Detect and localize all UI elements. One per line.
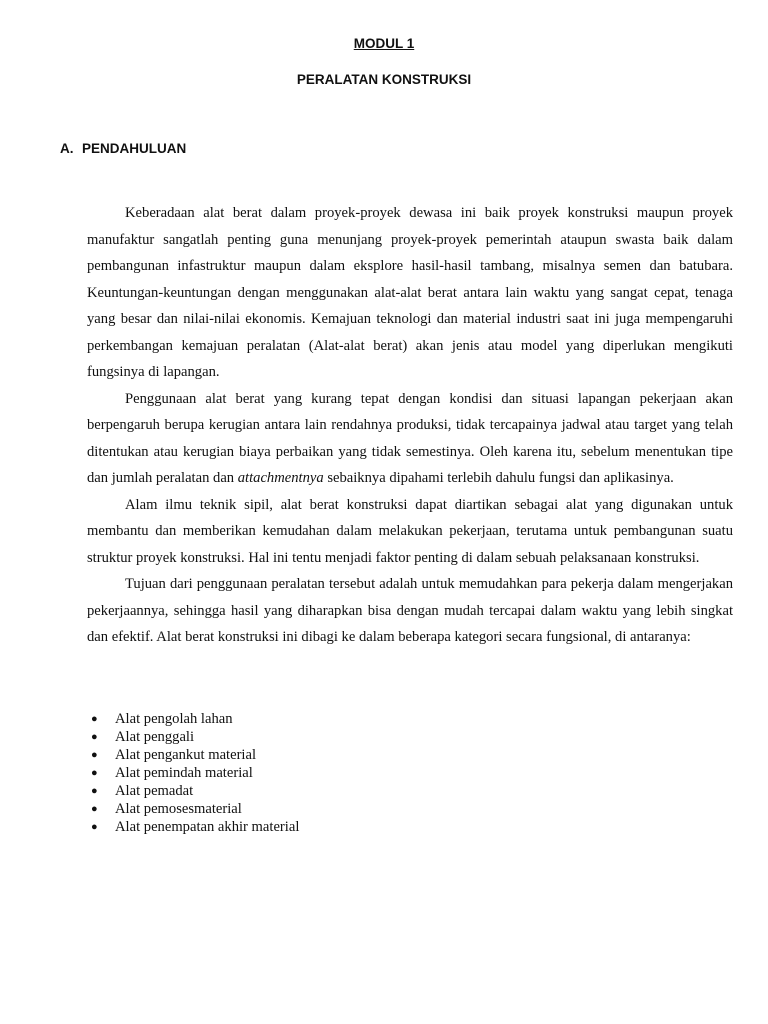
section-title: PENDAHULUAN	[82, 141, 187, 156]
bullet-icon: ●	[91, 749, 98, 761]
list-item-label: Alat pemosesmaterial	[115, 801, 242, 817]
list-item	[87, 818, 299, 836]
paragraph-2-text-a: Penggunaan alat berat yang kurang tepat dengan kondisi dan situasi lapangan pekerjaan akan berpengaruh berupa kerugian antara lain rendahnya produksi, tidak tercapainya jadwal atau target yang telah ditentukan atau kerugian biaya perbaikan yang tidak semestinya. Oleh karena itu, sebelum menentukan tipe dan jumlah peralatan dan	[87, 390, 733, 486]
paragraph-2-italic-term: attachmentnya	[237, 470, 324, 486]
list-item	[87, 800, 299, 818]
list-item	[87, 782, 299, 800]
module-label: MODUL 1	[353, 36, 415, 51]
list-item	[87, 728, 299, 746]
equipment-category-list	[87, 710, 299, 836]
bullet-icon: ●	[91, 731, 98, 743]
list-item	[87, 746, 299, 764]
list-item-label: Alat pemadat	[115, 783, 194, 799]
paragraph-1: Keberadaan alat berat dalam proyek-proyek dewasa ini baik proyek konstruksi maupun proyek manufaktur sangatlah penting guna menunjang proyek-proyek pemerintah ataupun swasta baik dalam pembangunan infastruktur maupun dalam eksplore hasil-hasil tambang, misalnya semen dan batubara. Keuntungan-keuntungan dengan menggunakan alat-alat berat antara lain waktu yang sangat cepat, tenaga yang besar dan nilai-nilai ekonomis. Kemajuan teknologi dan material industri saat ini juga mempengaruhi perkembangan kemajuan peralatan (Alat-alat berat) akan jenis atau model yang diperlukan mengikuti fungsinya di lapangan.	[87, 205, 733, 380]
section-heading	[60, 141, 186, 156]
paragraph-4: Tujuan dari penggunaan peralatan tersebut adalah untuk memudahkan para pekerja dalam mengerjakan pekerjaannya, sehingga hasil yang diharapkan bisa dengan mudah tercapai dalam waktu yang lebih singkat dan efektif. Alat berat konstruksi ini dibagi ke dalam beberapa kategori secara fungsional, di antaranya:	[87, 576, 733, 645]
bullet-icon: ●	[91, 803, 98, 815]
paragraph-3: Alam ilmu teknik sipil, alat berat konstruksi dapat diartikan sebagai alat yang digunakan untuk membantu dan memberikan kemudahan dalam melakukan pekerjaan, terutama untuk pembangunan suatu struktur proyek konstruksi. Hal ini tentu menjadi faktor penting di dalam sebuah pelaksanaan konstruksi.	[87, 496, 733, 566]
list-item-label: Alat penggali	[115, 729, 195, 745]
bullet-icon: ●	[91, 713, 98, 725]
bullet-icon: ●	[91, 821, 98, 833]
paragraph-2-text-b: sebaiknya dipahami terlebih dahulu fungsi dan aplikasinya.	[323, 470, 674, 486]
list-item-label: Alat pemindah material	[115, 765, 253, 781]
list-item-label: Alat pengolah lahan	[115, 711, 233, 727]
section-number: A.	[60, 141, 74, 156]
bullet-icon: ●	[91, 785, 98, 797]
list-item-label: Alat penempatan akhir material	[115, 819, 300, 835]
list-item	[87, 764, 299, 782]
document-title: PERALATAN KONSTRUKSI	[296, 72, 472, 87]
body-text	[87, 200, 733, 651]
list-item-label: Alat pengankut material	[115, 747, 257, 763]
list-item	[87, 710, 299, 728]
bullet-icon: ●	[91, 767, 98, 779]
paragraph-2	[87, 386, 733, 492]
